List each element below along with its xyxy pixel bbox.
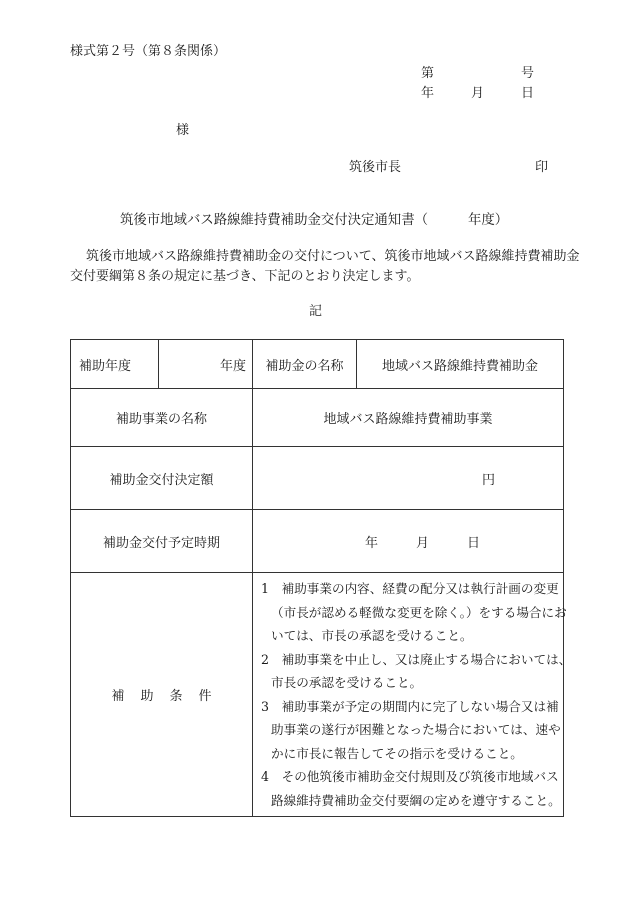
amount-label: 補助金交付決定額 xyxy=(71,447,253,510)
schedule-value xyxy=(253,510,564,573)
table-row xyxy=(71,573,564,817)
addressee-sama: 様 xyxy=(176,123,190,138)
schedule-month: 月 xyxy=(416,535,430,551)
issue-date-year: 年 xyxy=(421,86,435,101)
table-row xyxy=(71,447,564,510)
conditions-text xyxy=(253,573,572,817)
issue-number-go: 号 xyxy=(521,66,535,81)
subsidy-table xyxy=(70,339,572,817)
table-row xyxy=(71,510,564,573)
conditions-label: 補助条件 xyxy=(71,573,253,817)
title-year-suffix: 年度） xyxy=(467,213,509,228)
fiscal-year-cell: 年度 xyxy=(159,340,253,389)
schedule-year: 年 xyxy=(365,535,379,551)
amount-unit: 円 xyxy=(253,447,564,510)
subsidy-name-value: 地域バス路線維持費補助金 xyxy=(357,340,564,389)
condition-line: （市長が認める軽微な変更を除く。）をする場合にお xyxy=(271,604,567,620)
condition-line: 路線維持費補助金交付要綱の定めを遵守すること。 xyxy=(271,792,561,808)
body-line-1: 筑後市地域バス路線維持費補助金の交付について、筑後市地域バス路線維持費補助金 xyxy=(86,249,580,264)
issue-date-month: 月 xyxy=(471,86,485,101)
project-name-value: 地域バス路線維持費補助事業 xyxy=(253,389,564,447)
document-title xyxy=(120,212,508,231)
project-name-label: 補助事業の名称 xyxy=(71,389,253,447)
condition-line: 2 補助事業を中止し、又は廃止する場合においては、 xyxy=(261,651,572,667)
condition-line: いては、市長の承認を受けること。 xyxy=(271,628,473,643)
title-main: 筑後市地域バス路線維持費補助金交付決定通知書（ xyxy=(120,213,428,228)
fiscal-year-label: 補助年度 xyxy=(71,340,159,389)
condition-line: 1 補助事業の内容、経費の配分又は執行計画の変更 xyxy=(261,581,559,596)
issue-number-dai: 第 xyxy=(421,66,435,81)
condition-line: 4 その他筑後市補助金交付規則及び筑後市地域バス xyxy=(261,769,559,784)
form-number: 様式第２号（第８条関係） xyxy=(70,44,227,59)
condition-line: 市長の承認を受けること。 xyxy=(271,675,423,690)
schedule-label: 補助金交付予定時期 xyxy=(71,510,253,573)
subsidy-name-label: 補助金の名称 xyxy=(253,340,357,389)
condition-line: 3 補助事業が予定の期間内に完了しない場合又は補 xyxy=(261,698,559,714)
ki-heading: 記 xyxy=(309,304,323,319)
body-line-2: 交付要綱第８条の規定に基づき、下記のとおり決定します。 xyxy=(70,269,420,284)
seal-mark: 印 xyxy=(535,160,549,175)
table-row xyxy=(71,340,564,389)
condition-line: 助事業の遂行が困難となった場合においては、速や xyxy=(271,722,561,737)
condition-line: かに市長に報告してその指示を受けること。 xyxy=(271,745,523,761)
schedule-day: 日 xyxy=(467,535,481,551)
table-row xyxy=(71,389,564,447)
issue-date-day: 日 xyxy=(521,86,535,101)
issuer-name: 筑後市長 xyxy=(349,160,402,175)
